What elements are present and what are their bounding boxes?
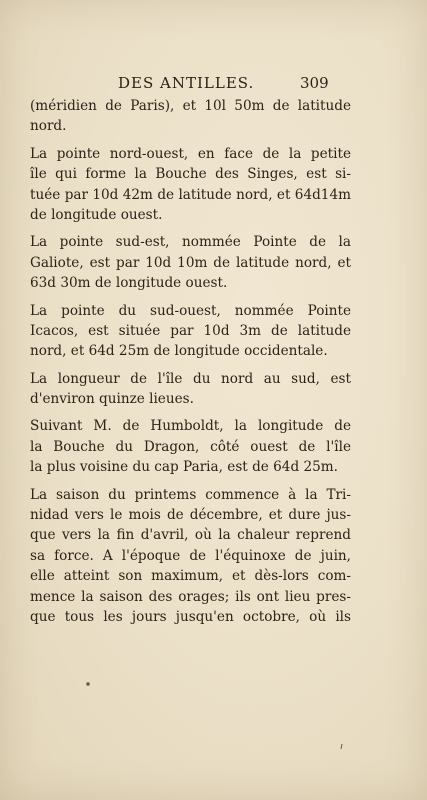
text-line: la plus voisine du cap Paria, est de 64d 25m. (30, 459, 338, 476)
text-line: Suivant M. de Humboldt, la longitude de (30, 418, 351, 435)
text-line: La pointe sud-est, nommée Pointe de la (30, 234, 351, 251)
text-line: de longitude ouest. (30, 206, 163, 223)
text-line: Icacos, est située par 10d 3m de latitude (30, 322, 351, 339)
text-line: 63d 30m de longitude ouest. (30, 275, 228, 292)
text-line: mence la saison des orages; ils ont lieu pres- (30, 588, 351, 605)
text-line: La longueur de l'île du nord au sud, est (30, 370, 351, 387)
ink-speck (86, 682, 90, 686)
text-line: nord. (30, 118, 67, 135)
text-line: Galiote, est par 10d 10m de latitude nord, et (30, 254, 351, 271)
text-line: (méridien de Paris), et 10l 50m de latitude (30, 98, 351, 114)
text-line: île qui forme la Bouche des Singes, est si- (30, 166, 351, 183)
text-line: nord, et 64d 25m de longitude occidentale. (30, 343, 328, 360)
text-line: la Bouche du Dragon, côté ouest de l'île (30, 438, 351, 455)
page-number: 309 (300, 74, 329, 92)
text-line: que vers la fin d'avril, où la chaleur reprend (30, 527, 351, 544)
text-line: elle atteint son maximum, et dès-lors com- (30, 568, 351, 585)
text-line: nidad vers le mois de décembre, et dure jus- (30, 507, 351, 524)
text-line: d'environ quinze lieues. (30, 391, 194, 408)
text-line: La saison du printems commence à la Tri- (30, 486, 351, 503)
text-line: que tous les jours jusqu'en octobre, où ils (30, 608, 351, 625)
ink-tick (341, 744, 342, 749)
text-line: La pointe du sud-ouest, nommée Pointe (30, 302, 351, 319)
running-title: DES ANTILLES. (118, 74, 255, 92)
text-line: La pointe nord-ouest, en face de la petite (30, 145, 351, 162)
text-line: tuée par 10d 42m de latitude nord, et 64d14m (30, 186, 351, 203)
text-line: sa force. A l'époque de l'équinoxe de juin, (30, 547, 351, 564)
